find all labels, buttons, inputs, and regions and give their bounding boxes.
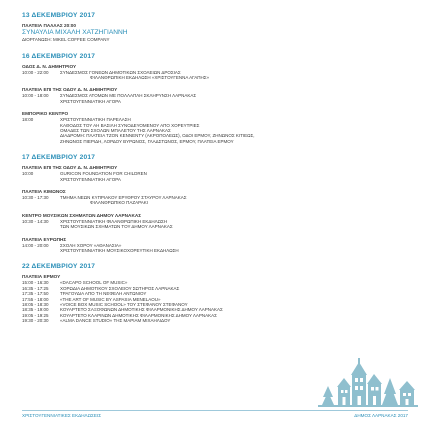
schedule-description: ΣΥΝΔΕΣΜΟΣ ΓΟΝΕΩΝ ΔΗΜΟΤΙΚΩΝ ΣΧΟΛΕΙΩΝ ΔΡΟΣΙΑΣ <box>60 69 181 75</box>
venue-heading: ΠΛΑΤΕΙΑ ΕΠΙ ΤΗΣ ΟΔΟΥ Δ. Ν. ΔΗΜΗΤΡΙΟΥ <box>22 165 118 171</box>
schedule-row <box>22 177 412 182</box>
venue-heading: ΠΛΑΤΕΙΑ ΚΙΜΩΝΟΣ <box>22 188 66 194</box>
schedule-description: ΧΟΡΩΔΙΑ ΔΗΜΟΤΙΚΟΥ ΣΧΟΛΕΙΟΥ ΣΩΤΗΡΟΣ ΛΑΡΝΑΚΑΣ <box>60 285 180 291</box>
schedule-time: 17:35 - 17:50 <box>22 291 49 297</box>
day-section <box>22 12 412 43</box>
schedule-time: 10:30 - 17:30 <box>22 194 49 200</box>
schedule-time: 10:00 - 22:00 <box>22 69 49 75</box>
schedule-row <box>22 200 412 205</box>
schedule-time: 16:35 - 17:25 <box>22 285 49 291</box>
event-block <box>22 274 412 323</box>
event-block <box>22 213 412 230</box>
event-block <box>22 111 412 144</box>
day-section <box>22 263 412 323</box>
event-block <box>22 64 412 81</box>
date-heading: 16 ΔΕΚΕΜΒΡΙΟΥ 2017 <box>22 52 96 60</box>
date-heading: 17 ΔΕΚΕΜΒΡΙΟΥ 2017 <box>22 154 96 162</box>
schedule-time: 15:00 - 16:30 <box>22 280 49 286</box>
footer-left-label: ΧΡΙΣΤΟΥΓΕΝΝΙΑΤΙΚΕΣ ΕΚΔΗΛΩΣΕΙΣ <box>22 413 102 418</box>
schedule-description: ΚΑΘΟΔΟΣ ΤΟΥ ΑΗ ΒΑΣΙΛΗ ΣΥΝΟΔΕΥΟΜΕΝΟΥ ΑΠΟ ΧΟΡΕΥΤΡΙΕΣ <box>60 122 200 128</box>
day-section <box>22 154 412 253</box>
schedule-description: ΧΡΙΣΤΟΥΓΕΝΝΙΑΤΙΚΗ ΜΟΥΣΙΚΟΧΟΡΕΥΤΙΚΗ ΕΚΔΗΛΩΣΗ <box>60 248 179 253</box>
schedule-row <box>22 318 412 323</box>
venue-heading: ΠΛΑΤΕΙΑ ΠΑΛΛΑΣ 20:00 <box>22 23 76 28</box>
schedule-time <box>22 248 60 253</box>
event-block <box>22 237 412 254</box>
venue-heading: ΠΛΑΤΕΙΑ ΕΥΡΩΠΗΣ <box>22 236 67 242</box>
footer-right-label: ΔΗΜΟΣ ΛΑΡΝΑΚΑΣ 2017 <box>354 413 408 418</box>
venue-heading: ΟΔΟΣ Δ. Ν. ΔΗΜΗΤΡΙΟΥ <box>22 63 77 69</box>
venue-heading: ΠΛΑΤΕΙΑ ΕΡΜΟΥ <box>22 274 61 280</box>
schedule-time <box>22 224 60 229</box>
schedule-description: ΤΜΗΜΑ ΝΕΩΝ ΚΥΠΡΙΑΚΟΥ ΕΡΥΘΡΟΥ ΣΤΑΥΡΟΥ ΛΑΡΝΑΚΑΣ <box>60 194 187 200</box>
schedule-description: «DACAPO SCHOOL OF MUSIC» <box>60 280 128 286</box>
schedule-row <box>22 224 412 229</box>
schedule-description: ΦΙΛΑΝΘΡΩΠΙΚΗ ΕΚΔΗΛΩΣΗ «ΧΡΙΣΤΟΥΓΕΝΝΑ ΑΓΑΠΗΣ» <box>90 74 210 80</box>
venue-heading: ΚΕΝΤΡΟ ΜΟΥΣΙΚΩΝ ΣΧΗΜΑΤΩΝ ΔΗΜΟΥ ΛΑΡΝΑΚΑΣ <box>22 212 142 218</box>
venue-heading: ΠΛΑΤΕΙΑ ΕΠΙ ΤΗΣ ΟΔΟΥ Δ. Ν. ΔΗΜΗΤΡΙΟΥ <box>22 87 118 93</box>
schedule-description: ΟΜΑΔΕΣ ΤΩΝ ΣΧΟΛΩΝ ΜΠΑΛΕΤΟΥ ΤΗΣ ΛΑΡΝΑΚΑΣ <box>60 127 171 133</box>
schedule-time: 19:05 - 19:25 <box>22 312 49 318</box>
schedule-time <box>22 177 60 182</box>
schedule-time: 10:00 <box>22 171 34 177</box>
day-section <box>22 53 412 145</box>
schedule-description: ΤΩΝ ΜΟΥΣΙΚΩΝ ΣΧΗΜΑΤΩΝ ΤΟΥ ΔΗΜΟΥ ΛΑΡΝΑΚΑΣ <box>60 224 173 230</box>
schedule-time: 18:35 - 19:00 <box>22 307 49 313</box>
schedule-time <box>22 75 60 80</box>
christmas-houses-trees-illustration <box>318 356 418 408</box>
schedule-description: ΚΟΥΑΡΤΕΤΟ ΣΑΞΟΦΩΝΩΝ ΔΗΜΟΤΙΚΗΣ ΦΙΛΑΡΜΟΝΙΚΗΣ ΔΗΜΟΥ ΛΑΡΝΑΚΑΣ <box>60 307 223 313</box>
schedule-time: 18:00 <box>22 117 34 123</box>
program-content <box>22 12 412 324</box>
schedule-description: ΧΡΙΣΤΟΥΓΕΝΝΙΑΤΙΚΗ ΠΑΡΕΛΑΣΗ <box>60 117 131 123</box>
footer <box>22 410 408 420</box>
event-block <box>22 165 412 182</box>
schedule-description: «ALMA DANCE STUDIO» ΤΗΣ ΜΑΡΙΑΜ ΜΙΧΑΗΛΙΔΟΥ <box>60 318 171 324</box>
venue-heading: ΕΜΠΟΡΙΚΟ ΚΕΝΤΡΟ <box>22 111 69 117</box>
event-block <box>22 23 412 43</box>
date-heading: 13 ΔΕΚΕΜΒΡΙΟΥ 2017 <box>22 12 96 19</box>
schedule-time <box>22 139 60 144</box>
schedule-time: 17:55 - 18:00 <box>22 296 49 302</box>
schedule-description: ΚΟΥΑΡΤΕΤΟ ΚΛΑΡΙΝΩΝ ΔΗΜΟΤΙΚΗΣ ΦΙΛΑΡΜΟΝΙΚΗΣ ΔΗΜΟΥ ΛΑΡΝΑΚΑΣ <box>60 312 217 318</box>
schedule-description: ΣΥΝΔΕΣΜΟΣ ΑΤΟΜΩΝ ΜΕ ΠΟΛΛΑΠΛΗ ΣΚΛΗΡΥΝΣΗ ΛΑΡΝΑΚΑΣ <box>60 93 197 99</box>
event-block <box>22 189 412 206</box>
schedule-time: 18:05 - 18:30 <box>22 302 49 308</box>
schedule-description: ΣΧΟΛΗ ΧΟΡΟΥ «ΑΘΑΝΑΣΙΑ» <box>60 242 122 248</box>
schedule-time <box>22 200 60 205</box>
schedule-row <box>22 99 412 104</box>
schedule-description: «THE ART OF MUSIC BY ASPASIA MENELAOU» <box>60 296 161 302</box>
schedule-time: 10:30 - 14:30 <box>22 218 49 224</box>
schedule-description: ΔΙΑΔΡΟΜΗ: ΠΛΑΤΕΙΑ ΤΖΟΝ ΚΕΝΝΕΝΤΥ (ΑΚΡΟΠΟΛΕΩΣ), ΟΔΟΙ ΕΡΜΟΥ, ΖΗΝΩΝΟΣ ΚΙΤΙΕΩΣ, <box>60 133 255 139</box>
event-headline: ΣΥΝΑΥΛΙΑ ΜΙΧΑΛΗ ΧΑΤΖΗΓΙΑΝΝΗ <box>22 29 128 36</box>
schedule-time: 10:00 - 18:00 <box>22 93 49 99</box>
schedule-time: 19:30 - 20:30 <box>22 318 49 324</box>
schedule-row <box>22 248 412 253</box>
schedule-description: «VOICE BOX MUSIC SCHOOL» ΤΟΥ ΣΤΕΦΑΝΟΥ ΣΤΕΦΑΝΟΥ <box>60 302 188 308</box>
schedule-description: ΧΡΙΣΤΟΥΓΕΝΝΙΑΤΙΚΗ ΦΙΛΑΝΘΡΩΠΙΚΗ ΕΚΔΗΛΩΣΗ <box>60 218 168 224</box>
schedule-description: GURICON FOUNDATION FOR CHILDREN <box>60 171 147 177</box>
schedule-time: 14:00 - 20:00 <box>22 242 49 248</box>
organizer-text: ΔΙΟΡΓΑΝΩΣΗ: MIKEL COFFEE COMPANY <box>22 37 110 42</box>
schedule-description: ΦΙΛΑΝΘΡΩΠΙΚΟ ΠΑΖΑΡΑΚΙ <box>90 200 148 206</box>
schedule-row <box>22 139 412 144</box>
schedule-row <box>22 75 412 80</box>
schedule-description: ΖΗΝΩΝΟΣ ΠΙΕΡΙΔΗ, ΛΟΡΔΟΥ ΒΥΡΩΝΟΣ, ΓΛΑΔΣΤΩΝΟΣ, ΕΡΜΟΥ, ΠΛΑΤΕΙΑ ΕΡΜΟΥ <box>60 138 234 144</box>
date-heading: 22 ΔΕΚΕΜΒΡΙΟΥ 2017 <box>22 263 96 271</box>
schedule-time <box>22 99 60 104</box>
schedule-description: ΤΡΑΓΟΥΔΙΑ ΑΠΟ ΤΗ ΝΕΦΕΛΗ ΑΝΤΩΝΙΟΥ <box>60 291 147 297</box>
footer-divider <box>22 410 408 411</box>
event-block <box>22 87 412 104</box>
schedule-description: ΧΡΙΣΤΟΥΓΕΝΝΙΑΤΙΚΗ ΑΓΟΡΑ <box>60 176 121 182</box>
schedule-description: ΧΡΙΣΤΟΥΓΕΝΝΙΑΤΙΚΗ ΑΓΟΡΑ <box>60 98 121 104</box>
